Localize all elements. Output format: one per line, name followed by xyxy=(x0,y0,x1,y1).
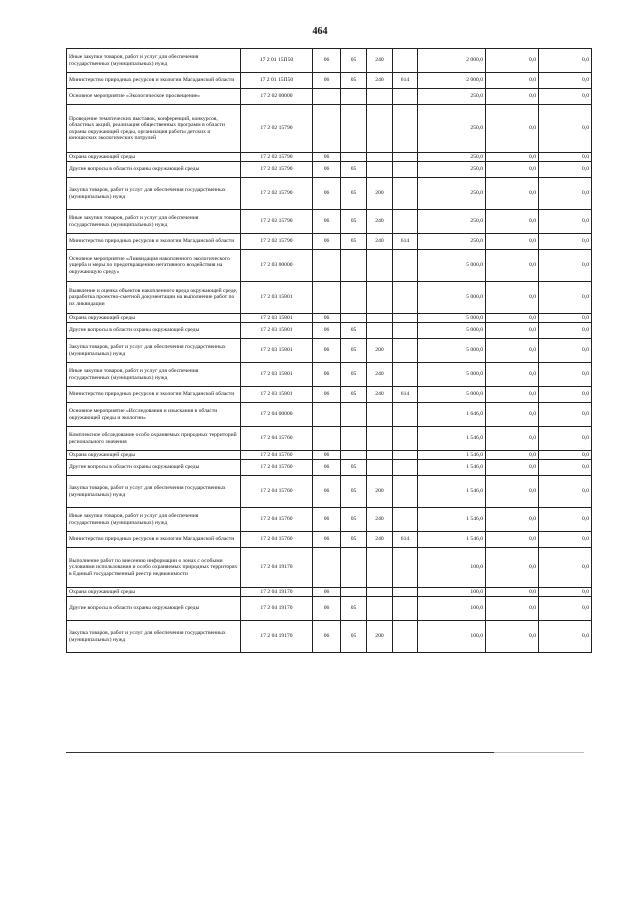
amount-year-2: 0,0 xyxy=(486,234,539,250)
target-article-code: 17 2 03 00000 xyxy=(241,250,313,282)
amount-year-3: 0,0 xyxy=(539,234,592,250)
amount-year-2: 0,0 xyxy=(486,323,539,339)
administrator-code xyxy=(393,162,418,178)
row-name: Министерство природных ресурсов и экологии Магаданской области xyxy=(67,73,241,89)
amount-year-1: 250,0 xyxy=(418,210,486,234)
administrator-code xyxy=(393,427,418,451)
target-article-code: 17 2 04 15760 xyxy=(241,508,313,532)
section-code: 06 xyxy=(313,339,341,363)
section-code: 06 xyxy=(313,178,341,210)
subsection-code: 05 xyxy=(341,460,367,476)
amount-year-1: 100,0 xyxy=(418,548,486,588)
row-name: Закупка товаров, работ и услуг для обеспечения государственных (муниципальных) нужд xyxy=(67,178,241,210)
section-code: 06 xyxy=(313,476,341,508)
subsection-code: 05 xyxy=(341,323,367,339)
target-article-code: 17 2 04 15760 xyxy=(241,427,313,451)
target-article-code: 17 2 04 15760 xyxy=(241,532,313,548)
amount-year-2: 0,0 xyxy=(486,460,539,476)
table-row xyxy=(67,234,592,250)
subsection-code: 05 xyxy=(341,363,367,387)
table-row xyxy=(67,597,592,621)
section-code: 06 xyxy=(313,532,341,548)
section-code: 06 xyxy=(313,460,341,476)
expense-type-code: 240 xyxy=(367,73,393,89)
section-code xyxy=(313,427,341,451)
target-article-code: 17 2 04 15760 xyxy=(241,451,313,460)
row-name: Закупка товаров, работ и услуг для обеспечения государственных (муниципальных) нужд xyxy=(67,476,241,508)
section-code: 06 xyxy=(313,314,341,323)
expense-type-code xyxy=(367,282,393,314)
expense-type-code: 200 xyxy=(367,178,393,210)
administrator-code xyxy=(393,588,418,597)
row-name: Выявление и оценка объектов накопленного вреда окружающей среде, разработка проектно-сметной документации на выполнение работ по их ликвидации xyxy=(67,282,241,314)
table-row xyxy=(67,427,592,451)
section-code: 06 xyxy=(313,387,341,403)
amount-year-2: 0,0 xyxy=(486,427,539,451)
target-article-code: 17 2 04 19170 xyxy=(241,588,313,597)
table-row xyxy=(67,588,592,597)
table-row xyxy=(67,460,592,476)
subsection-code: 05 xyxy=(341,162,367,178)
table-row xyxy=(67,339,592,363)
amount-year-3: 0,0 xyxy=(539,532,592,548)
section-code: 06 xyxy=(313,210,341,234)
expense-type-code xyxy=(367,588,393,597)
target-article-code: 17 2 04 15760 xyxy=(241,460,313,476)
expense-type-code: 240 xyxy=(367,210,393,234)
subsection-code: 05 xyxy=(341,73,367,89)
amount-year-2: 0,0 xyxy=(486,508,539,532)
row-name: Выполнение работ по внесению информации о зонах с особыми условиями использования и особо охраняемых природных территорях в Единый государственный реестр недвижимости xyxy=(67,548,241,588)
subsection-code xyxy=(341,314,367,323)
amount-year-2: 0,0 xyxy=(486,403,539,427)
table-row xyxy=(67,451,592,460)
expense-type-code xyxy=(367,597,393,621)
expense-type-code: 240 xyxy=(367,508,393,532)
administrator-code xyxy=(393,476,418,508)
row-name: Другие вопросы в области охраны окружающей среды xyxy=(67,597,241,621)
section-code: 06 xyxy=(313,323,341,339)
administrator-code: 614 xyxy=(393,73,418,89)
row-name: Закупка товаров, работ и услуг для обеспечения государственных (муниципальных) нужд xyxy=(67,621,241,653)
section-code xyxy=(313,282,341,314)
amount-year-2: 0,0 xyxy=(486,250,539,282)
amount-year-1: 5 000,0 xyxy=(418,387,486,403)
administrator-code xyxy=(393,178,418,210)
amount-year-1: 1 546,0 xyxy=(418,427,486,451)
subsection-code xyxy=(341,588,367,597)
row-name: Другие вопросы в области охраны окружающей среды xyxy=(67,323,241,339)
amount-year-2: 0,0 xyxy=(486,339,539,363)
amount-year-3: 0,0 xyxy=(539,282,592,314)
row-name: Охрана окружающей среды xyxy=(67,588,241,597)
amount-year-3: 0,0 xyxy=(539,250,592,282)
amount-year-2: 0,0 xyxy=(486,210,539,234)
table-row xyxy=(67,210,592,234)
section-code: 06 xyxy=(313,162,341,178)
administrator-code xyxy=(393,403,418,427)
table-row xyxy=(67,387,592,403)
amount-year-3: 0,0 xyxy=(539,597,592,621)
expense-type-code xyxy=(367,89,393,105)
table-row xyxy=(67,403,592,427)
expense-type-code xyxy=(367,548,393,588)
amount-year-2: 0,0 xyxy=(486,532,539,548)
row-name: Закупка товаров, работ и услуг для обеспечения государственных (муниципальных) нужд xyxy=(67,339,241,363)
subsection-code xyxy=(341,451,367,460)
administrator-code xyxy=(393,460,418,476)
administrator-code xyxy=(393,49,418,73)
amount-year-1: 1 546,0 xyxy=(418,532,486,548)
row-name: Проведение тематических выставок, конференций, конкурсов, областных акций, реализация общественных программ в области охраны окружающей среды, организация работы детских и юношеских экологических патрулей xyxy=(67,105,241,153)
amount-year-1: 1 546,0 xyxy=(418,460,486,476)
section-code xyxy=(313,250,341,282)
amount-year-3: 0,0 xyxy=(539,427,592,451)
expense-type-code xyxy=(367,323,393,339)
subsection-code: 05 xyxy=(341,508,367,532)
subsection-code: 05 xyxy=(341,597,367,621)
row-name: Иные закупки товаров, работ и услуг для обеспечения государственных (муниципальных) нужд xyxy=(67,210,241,234)
amount-year-2: 0,0 xyxy=(486,451,539,460)
expense-type-code: 240 xyxy=(367,49,393,73)
table-row xyxy=(67,89,592,105)
table-row xyxy=(67,508,592,532)
subsection-code xyxy=(341,153,367,162)
expense-type-code xyxy=(367,105,393,153)
expense-type-code xyxy=(367,427,393,451)
amount-year-3: 0,0 xyxy=(539,363,592,387)
amount-year-3: 0,0 xyxy=(539,588,592,597)
amount-year-2: 0,0 xyxy=(486,548,539,588)
administrator-code xyxy=(393,323,418,339)
amount-year-3: 0,0 xyxy=(539,621,592,653)
target-article-code: 17 2 03 15801 xyxy=(241,323,313,339)
target-article-code: 17 2 03 15801 xyxy=(241,363,313,387)
target-article-code: 17 2 02 15790 xyxy=(241,234,313,250)
subsection-code: 05 xyxy=(341,234,367,250)
amount-year-3: 0,0 xyxy=(539,162,592,178)
amount-year-2: 0,0 xyxy=(486,363,539,387)
amount-year-2: 0,0 xyxy=(486,153,539,162)
amount-year-1: 5 000,0 xyxy=(418,314,486,323)
administrator-code xyxy=(393,153,418,162)
amount-year-2: 0,0 xyxy=(486,162,539,178)
subsection-code xyxy=(341,250,367,282)
section-code: 06 xyxy=(313,234,341,250)
amount-year-3: 0,0 xyxy=(539,73,592,89)
amount-year-3: 0,0 xyxy=(539,49,592,73)
target-article-code: 17 2 04 15760 xyxy=(241,476,313,508)
amount-year-1: 250,0 xyxy=(418,234,486,250)
target-article-code: 17 2 02 15790 xyxy=(241,210,313,234)
subsection-code xyxy=(341,105,367,153)
amount-year-1: 5 000,0 xyxy=(418,339,486,363)
amount-year-3: 0,0 xyxy=(539,403,592,427)
table-row xyxy=(67,250,592,282)
administrator-code xyxy=(393,250,418,282)
target-article-code: 17 2 04 00000 xyxy=(241,403,313,427)
row-name: Комплексное обследование особо охраняемых природных территорий регионального значения xyxy=(67,427,241,451)
target-article-code: 17 2 03 15801 xyxy=(241,282,313,314)
amount-year-3: 0,0 xyxy=(539,476,592,508)
section-code: 06 xyxy=(313,153,341,162)
subsection-code xyxy=(341,282,367,314)
amount-year-3: 0,0 xyxy=(539,508,592,532)
administrator-code xyxy=(393,339,418,363)
amount-year-2: 0,0 xyxy=(486,597,539,621)
subsection-code xyxy=(341,89,367,105)
amount-year-3: 0,0 xyxy=(539,314,592,323)
amount-year-3: 0,0 xyxy=(539,339,592,363)
administrator-code xyxy=(393,89,418,105)
subsection-code: 05 xyxy=(341,532,367,548)
expense-type-code xyxy=(367,250,393,282)
target-article-code: 17 2 02 00000 xyxy=(241,89,313,105)
administrator-code xyxy=(393,597,418,621)
amount-year-2: 0,0 xyxy=(486,387,539,403)
amount-year-1: 5 000,0 xyxy=(418,323,486,339)
administrator-code: 614 xyxy=(393,234,418,250)
row-name: Основное мероприятие «Исследования и изыскания в области окружающей среды и экологии» xyxy=(67,403,241,427)
subsection-code: 05 xyxy=(341,339,367,363)
amount-year-3: 0,0 xyxy=(539,178,592,210)
section-code: 06 xyxy=(313,588,341,597)
table-row xyxy=(67,49,592,73)
amount-year-1: 1 546,0 xyxy=(418,508,486,532)
target-article-code: 17 2 02 15790 xyxy=(241,105,313,153)
table-row xyxy=(67,363,592,387)
row-name: Министерство природных ресурсов и экологии Магаданской области xyxy=(67,532,241,548)
table-row xyxy=(67,178,592,210)
administrator-code xyxy=(393,451,418,460)
amount-year-2: 0,0 xyxy=(486,49,539,73)
amount-year-3: 0,0 xyxy=(539,210,592,234)
section-code xyxy=(313,105,341,153)
expense-type-code xyxy=(367,403,393,427)
row-name: Министерство природных ресурсов и экологии Магаданской области xyxy=(67,387,241,403)
expense-type-code xyxy=(367,451,393,460)
amount-year-1: 1 546,0 xyxy=(418,476,486,508)
bottom-rule xyxy=(66,752,494,753)
table-row xyxy=(67,532,592,548)
target-article-code: 17 2 02 15790 xyxy=(241,162,313,178)
administrator-code xyxy=(393,210,418,234)
amount-year-2: 0,0 xyxy=(486,282,539,314)
expense-type-code: 240 xyxy=(367,234,393,250)
subsection-code: 05 xyxy=(341,476,367,508)
subsection-code xyxy=(341,403,367,427)
row-name: Охрана окружающей среды xyxy=(67,153,241,162)
page-number: 464 xyxy=(312,26,328,37)
section-code: 06 xyxy=(313,451,341,460)
amount-year-2: 0,0 xyxy=(486,73,539,89)
amount-year-2: 0,0 xyxy=(486,314,539,323)
subsection-code: 05 xyxy=(341,178,367,210)
row-name: Охрана окружающей среды xyxy=(67,451,241,460)
amount-year-2: 0,0 xyxy=(486,105,539,153)
target-article-code: 17 2 01 15П50 xyxy=(241,49,313,73)
target-article-code: 17 2 01 15П50 xyxy=(241,73,313,89)
amount-year-1: 1 646,0 xyxy=(418,403,486,427)
amount-year-1: 100,0 xyxy=(418,597,486,621)
amount-year-1: 5 000,0 xyxy=(418,282,486,314)
section-code xyxy=(313,89,341,105)
table-row xyxy=(67,162,592,178)
expense-type-code: 240 xyxy=(367,387,393,403)
amount-year-1: 250,0 xyxy=(418,162,486,178)
expense-type-code xyxy=(367,153,393,162)
amount-year-1: 250,0 xyxy=(418,153,486,162)
row-name: Иные закупки товаров, работ и услуг для обеспечения государственных (муниципальных) нужд xyxy=(67,508,241,532)
amount-year-2: 0,0 xyxy=(486,178,539,210)
section-code: 06 xyxy=(313,621,341,653)
table-row xyxy=(67,548,592,588)
row-name: Иные закупки товаров, работ и услуг для обеспечения государственных (муниципальных) нужд xyxy=(67,363,241,387)
target-article-code: 17 2 03 15801 xyxy=(241,387,313,403)
amount-year-1: 250,0 xyxy=(418,105,486,153)
target-article-code: 17 2 03 15801 xyxy=(241,339,313,363)
budget-table xyxy=(66,48,592,653)
row-name: Охрана окружающей среды xyxy=(67,314,241,323)
section-code: 06 xyxy=(313,597,341,621)
amount-year-2: 0,0 xyxy=(486,588,539,597)
amount-year-3: 0,0 xyxy=(539,548,592,588)
expense-type-code xyxy=(367,460,393,476)
table-row xyxy=(67,73,592,89)
amount-year-3: 0,0 xyxy=(539,89,592,105)
expense-type-code: 200 xyxy=(367,339,393,363)
amount-year-1: 5 000,0 xyxy=(418,250,486,282)
section-code xyxy=(313,548,341,588)
expense-type-code: 240 xyxy=(367,532,393,548)
section-code: 06 xyxy=(313,49,341,73)
amount-year-1: 5 000,0 xyxy=(418,363,486,387)
expense-type-code: 200 xyxy=(367,621,393,653)
row-name: Другие вопросы в области охраны окружающей среды xyxy=(67,460,241,476)
amount-year-1: 250,0 xyxy=(418,178,486,210)
table-row xyxy=(67,314,592,323)
amount-year-3: 0,0 xyxy=(539,460,592,476)
subsection-code xyxy=(341,548,367,588)
subsection-code: 05 xyxy=(341,49,367,73)
section-code: 06 xyxy=(313,73,341,89)
amount-year-2: 0,0 xyxy=(486,621,539,653)
row-name: Основное мероприятие «Экологическое просвещение» xyxy=(67,89,241,105)
row-name: Основное мероприятие «Ликвидация накопленного экологического ущерба и меры по предотвращению негативного воздействия на окружающую среду» xyxy=(67,250,241,282)
administrator-code: 614 xyxy=(393,532,418,548)
expense-type-code xyxy=(367,162,393,178)
target-article-code: 17 2 04 19170 xyxy=(241,548,313,588)
table-row xyxy=(67,323,592,339)
section-code xyxy=(313,403,341,427)
expense-type-code xyxy=(367,314,393,323)
table-row xyxy=(67,105,592,153)
table-row xyxy=(67,621,592,653)
amount-year-3: 0,0 xyxy=(539,323,592,339)
amount-year-3: 0,0 xyxy=(539,451,592,460)
row-name: Иные закупки товаров, работ и услуг для обеспечения государственных (муниципальных) нужд xyxy=(67,49,241,73)
section-code: 06 xyxy=(313,508,341,532)
target-article-code: 17 2 03 15801 xyxy=(241,314,313,323)
administrator-code xyxy=(393,621,418,653)
table-row xyxy=(67,282,592,314)
target-article-code: 17 2 04 19170 xyxy=(241,621,313,653)
administrator-code xyxy=(393,548,418,588)
subsection-code: 05 xyxy=(341,387,367,403)
table-row xyxy=(67,153,592,162)
administrator-code xyxy=(393,363,418,387)
amount-year-1: 1 546,0 xyxy=(418,451,486,460)
amount-year-1: 250,0 xyxy=(418,89,486,105)
amount-year-2: 0,0 xyxy=(486,89,539,105)
target-article-code: 17 2 04 19170 xyxy=(241,597,313,621)
administrator-code: 614 xyxy=(393,387,418,403)
row-name: Министерство природных ресурсов и экологии Магаданской области xyxy=(67,234,241,250)
amount-year-3: 0,0 xyxy=(539,387,592,403)
expense-type-code: 240 xyxy=(367,363,393,387)
amount-year-1: 100,0 xyxy=(418,588,486,597)
section-code: 06 xyxy=(313,363,341,387)
amount-year-1: 2 000,0 xyxy=(418,49,486,73)
administrator-code xyxy=(393,105,418,153)
administrator-code xyxy=(393,508,418,532)
amount-year-3: 0,0 xyxy=(539,153,592,162)
subsection-code: 05 xyxy=(341,210,367,234)
amount-year-1: 2 000,0 xyxy=(418,73,486,89)
administrator-code xyxy=(393,314,418,323)
amount-year-3: 0,0 xyxy=(539,105,592,153)
amount-year-1: 100,0 xyxy=(418,621,486,653)
administrator-code xyxy=(393,282,418,314)
table-row xyxy=(67,476,592,508)
expense-type-code: 200 xyxy=(367,476,393,508)
target-article-code: 17 2 02 15790 xyxy=(241,153,313,162)
subsection-code xyxy=(341,427,367,451)
amount-year-2: 0,0 xyxy=(486,476,539,508)
target-article-code: 17 2 02 15790 xyxy=(241,178,313,210)
subsection-code: 05 xyxy=(341,621,367,653)
row-name: Другие вопросы в области охраны окружающей среды xyxy=(67,162,241,178)
bottom-rule-faint xyxy=(494,752,584,753)
